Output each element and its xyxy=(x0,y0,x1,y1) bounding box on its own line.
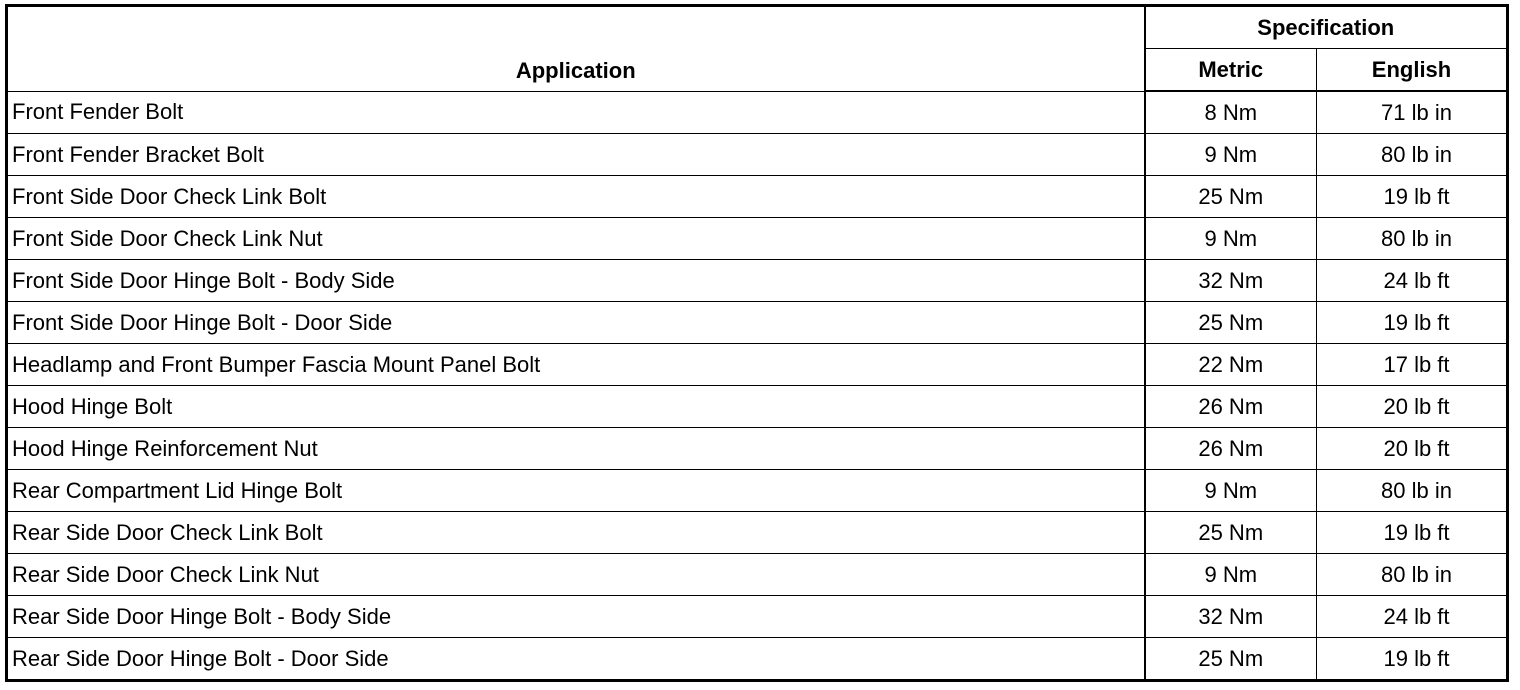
table-header xyxy=(8,7,1507,92)
english-header: English xyxy=(1317,49,1507,92)
application-cell: Hood Hinge Reinforcement Nut xyxy=(8,428,1145,470)
table-row xyxy=(8,470,1507,512)
table-row xyxy=(8,218,1507,260)
english-cell: 17 lb ft xyxy=(1317,344,1507,386)
application-cell: Rear Side Door Check Link Nut xyxy=(8,554,1145,596)
english-cell: 24 lb ft xyxy=(1317,260,1507,302)
application-cell: Front Side Door Check Link Nut xyxy=(8,218,1145,260)
metric-cell: 25 Nm xyxy=(1145,512,1317,554)
table-row xyxy=(8,260,1507,302)
application-cell: Front Side Door Hinge Bolt - Body Side xyxy=(8,260,1145,302)
application-cell: Front Fender Bracket Bolt xyxy=(8,134,1145,176)
english-cell: 19 lb ft xyxy=(1317,176,1507,218)
metric-cell: 9 Nm xyxy=(1145,134,1317,176)
application-cell: Rear Side Door Hinge Bolt - Door Side xyxy=(8,638,1145,680)
specification-header: Specification xyxy=(1145,7,1507,49)
metric-cell: 25 Nm xyxy=(1145,176,1317,218)
metric-cell: 26 Nm xyxy=(1145,428,1317,470)
header-row-top xyxy=(8,7,1507,49)
metric-cell: 9 Nm xyxy=(1145,218,1317,260)
metric-cell: 9 Nm xyxy=(1145,470,1317,512)
metric-cell: 32 Nm xyxy=(1145,260,1317,302)
application-cell: Front Side Door Hinge Bolt - Door Side xyxy=(8,302,1145,344)
metric-cell: 22 Nm xyxy=(1145,344,1317,386)
table-row xyxy=(8,302,1507,344)
table-row xyxy=(8,428,1507,470)
application-cell: Headlamp and Front Bumper Fascia Mount Panel Bolt xyxy=(8,344,1145,386)
application-cell: Hood Hinge Bolt xyxy=(8,386,1145,428)
application-cell: Rear Compartment Lid Hinge Bolt xyxy=(8,470,1145,512)
english-cell: 19 lb ft xyxy=(1317,302,1507,344)
english-cell: 20 lb ft xyxy=(1317,428,1507,470)
torque-spec-table xyxy=(7,6,1507,680)
metric-cell: 25 Nm xyxy=(1145,302,1317,344)
table-body xyxy=(8,91,1507,680)
application-cell: Rear Side Door Hinge Bolt - Body Side xyxy=(8,596,1145,638)
metric-cell: 26 Nm xyxy=(1145,386,1317,428)
application-cell: Front Side Door Check Link Bolt xyxy=(8,176,1145,218)
english-cell: 20 lb ft xyxy=(1317,386,1507,428)
english-cell: 80 lb in xyxy=(1317,470,1507,512)
metric-cell: 32 Nm xyxy=(1145,596,1317,638)
english-cell: 19 lb ft xyxy=(1317,512,1507,554)
table-row xyxy=(8,512,1507,554)
table-row xyxy=(8,176,1507,218)
metric-cell: 25 Nm xyxy=(1145,638,1317,680)
table-row xyxy=(8,344,1507,386)
metric-header: Metric xyxy=(1145,49,1317,92)
table-row xyxy=(8,638,1507,680)
english-cell: 71 lb in xyxy=(1317,91,1507,134)
table-row xyxy=(8,91,1507,134)
table-row xyxy=(8,596,1507,638)
application-cell: Front Fender Bolt xyxy=(8,91,1145,134)
table-row xyxy=(8,386,1507,428)
english-cell: 80 lb in xyxy=(1317,554,1507,596)
application-cell: Rear Side Door Check Link Bolt xyxy=(8,512,1145,554)
metric-cell: 8 Nm xyxy=(1145,91,1317,134)
application-header: Application xyxy=(8,7,1145,92)
english-cell: 80 lb in xyxy=(1317,134,1507,176)
table-row xyxy=(8,134,1507,176)
english-cell: 19 lb ft xyxy=(1317,638,1507,680)
english-cell: 80 lb in xyxy=(1317,218,1507,260)
table-row xyxy=(8,554,1507,596)
metric-cell: 9 Nm xyxy=(1145,554,1317,596)
english-cell: 24 lb ft xyxy=(1317,596,1507,638)
